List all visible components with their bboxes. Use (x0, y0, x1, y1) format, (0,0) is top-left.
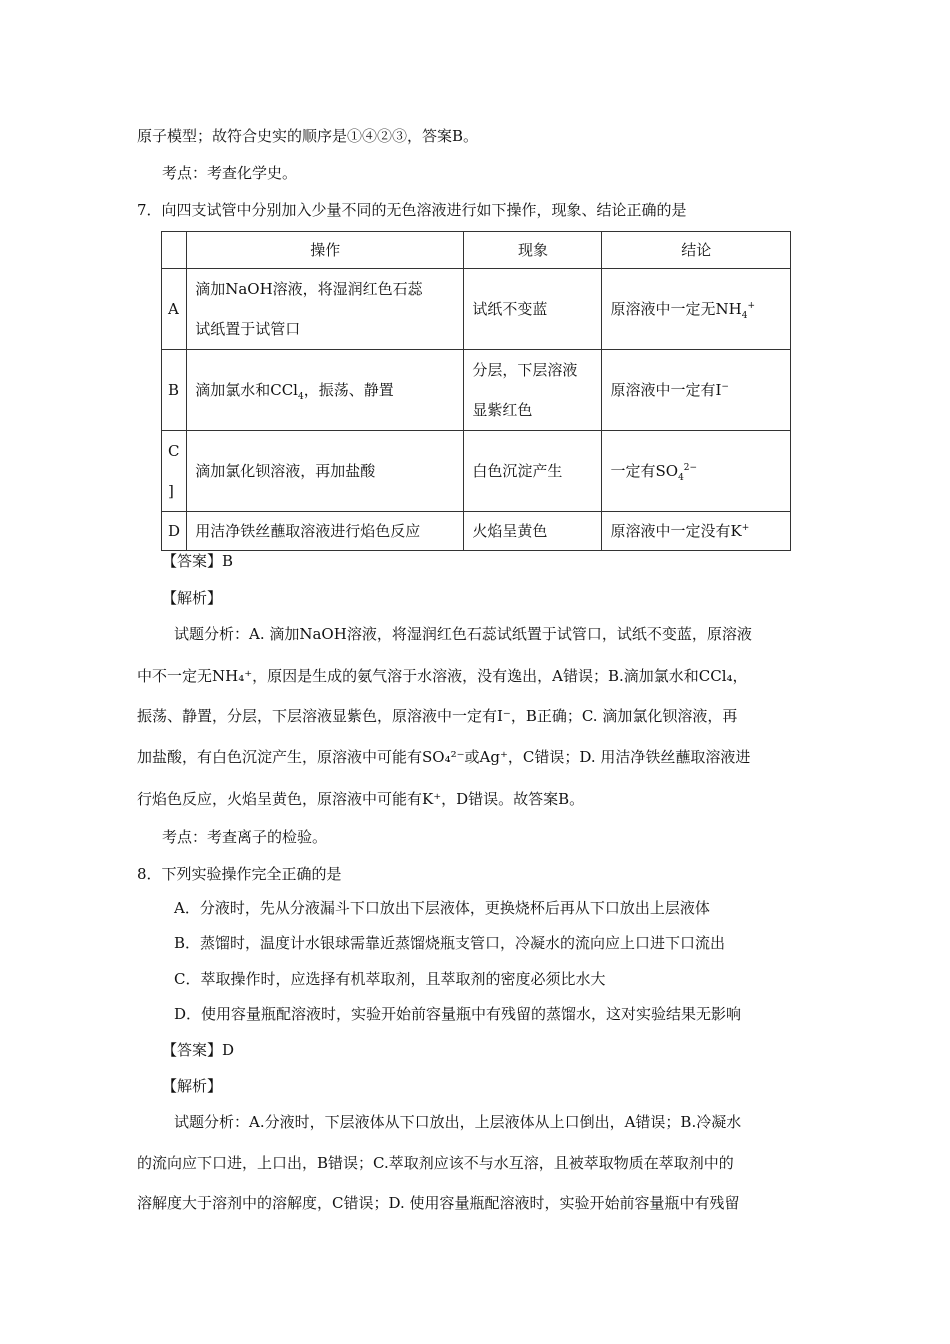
table-row (162, 269, 791, 350)
q8-analysis-line: 试题分析：A.分液时，下层液体从下口放出，上层液体从上口倒出，A错误；B.冷凝水 (174, 1113, 742, 1131)
row-label (162, 431, 187, 512)
subscript: 4 (678, 473, 684, 483)
subscript: 4 (741, 311, 748, 321)
table-row (162, 350, 791, 431)
table-header-row (162, 232, 791, 269)
q8-option: D．使用容量瓶配溶液时，实验开始前容量瓶中有残留的蒸馏水，这对实验结果无影响 (174, 1005, 742, 1023)
q8-analysis-line: 的流向应下口进，上口出，B错误；C.萃取剂应该不与水互溶，且被萃取物质在萃取剂中的 (137, 1154, 734, 1172)
header-phenomenon: 现象 (464, 232, 602, 269)
conclusion-text: 原溶液中一定没有K (610, 522, 742, 540)
q7-table (161, 231, 791, 551)
q8-analysis-line: 溶解度大于溶剂中的溶解度，C错误；D. 使用容量瓶配溶液时，实验开始前容量瓶中有残留 (137, 1194, 740, 1212)
superscript: − (721, 382, 729, 392)
conclusion-text: 原溶液中一定有I (610, 381, 722, 399)
op-text: ，振荡、静置 (303, 381, 394, 399)
label-line: C (168, 442, 180, 460)
q7-stem: 7．向四支试管中分别加入少量不同的无色溶液进行如下操作，现象、结论正确的是 (137, 201, 687, 219)
row-phenomenon: 白色沉淀产生 (464, 431, 602, 512)
row-operation (187, 269, 464, 350)
header-blank (162, 232, 187, 269)
q8-answer: 【答案】D (162, 1041, 235, 1059)
op-line: 试纸置于试管口 (195, 320, 301, 338)
header-conclusion: 结论 (602, 232, 791, 269)
superscript: + (747, 301, 755, 311)
row-operation: 用洁净铁丝蘸取溶液进行焰色反应 (187, 512, 464, 551)
q7-analysis-line: 振荡、静置，分层，下层溶液显紫色，原溶液中一定有I⁻，B正确；C. 滴加氯化钡溶液，再 (137, 707, 738, 725)
row-conclusion (602, 431, 791, 512)
table-row (162, 512, 791, 551)
prev-answer-line: 原子模型；故符合史实的顺序是①④②③，答案B。 (137, 127, 479, 145)
q7-analysis-line: 加盐酸，有白色沉淀产生，原溶液中可能有SO₄²⁻或Ag⁺，C错误；D. 用洁净铁丝蘸取溶液进 (137, 748, 751, 766)
q7-answer: 【答案】B (162, 552, 234, 570)
row-operation (187, 350, 464, 431)
q8-jiexi-heading: 【解析】 (162, 1077, 223, 1095)
prev-kaodian: 考点：考查化学史。 (162, 164, 298, 182)
row-phenomenon: 火焰呈黄色 (464, 512, 602, 551)
row-operation: 滴加氯化钡溶液，再加盐酸 (187, 431, 464, 512)
q7-analysis-line: 中不一定无NH₄⁺，原因是生成的氨气溶于水溶液，没有逸出，A错误；B.滴加氯水和CCl₄， (137, 667, 748, 685)
row-conclusion (602, 512, 791, 551)
row-label: D (162, 512, 187, 551)
q8-stem: 8．下列实验操作完全正确的是 (137, 865, 342, 883)
label-line: ] (168, 482, 174, 500)
conclusion-text: 原溶液中一定无NH (610, 300, 742, 318)
conclusion-text: 一定有SO (610, 462, 679, 480)
row-label: B (162, 350, 187, 431)
q8-option: A．分液时，先从分液漏斗下口放出下层液体，更换烧杯后再从下口放出上层液体 (174, 899, 710, 917)
subscript: 4 (297, 392, 304, 402)
q7-analysis-line: 行焰色反应，火焰呈黄色，原溶液中可能有K⁺，D错误。故答案B。 (137, 790, 585, 808)
ph-line: 分层，下层溶液 (472, 361, 578, 379)
op-line: 滴加NaOH溶液，将湿润红色石蕊 (195, 280, 423, 298)
q7-analysis-line: 试题分析：A. 滴加NaOH溶液，将湿润红色石蕊试纸置于试管口，试纸不变蓝，原溶液 (174, 625, 752, 643)
row-conclusion (602, 350, 791, 431)
op-text: 滴加氯水和CCl (195, 381, 298, 399)
row-phenomenon (464, 350, 602, 431)
header-operation: 操作 (187, 232, 464, 269)
q7-jiexi-heading: 【解析】 (162, 589, 223, 607)
superscript: 2− (683, 463, 698, 473)
table-row (162, 431, 791, 512)
row-label: A (162, 269, 187, 350)
superscript: + (741, 523, 750, 533)
ph-line: 显紫红色 (472, 401, 533, 419)
row-phenomenon: 试纸不变蓝 (464, 269, 602, 350)
row-conclusion (602, 269, 791, 350)
q8-option: C．萃取操作时，应选择有机萃取剂，且萃取剂的密度必须比水大 (174, 970, 606, 988)
q8-option: B．蒸馏时，温度计水银球需靠近蒸馏烧瓶支管口，冷凝水的流向应上口进下口流出 (174, 934, 726, 952)
q7-kaodian: 考点：考查离子的检验。 (162, 828, 328, 846)
